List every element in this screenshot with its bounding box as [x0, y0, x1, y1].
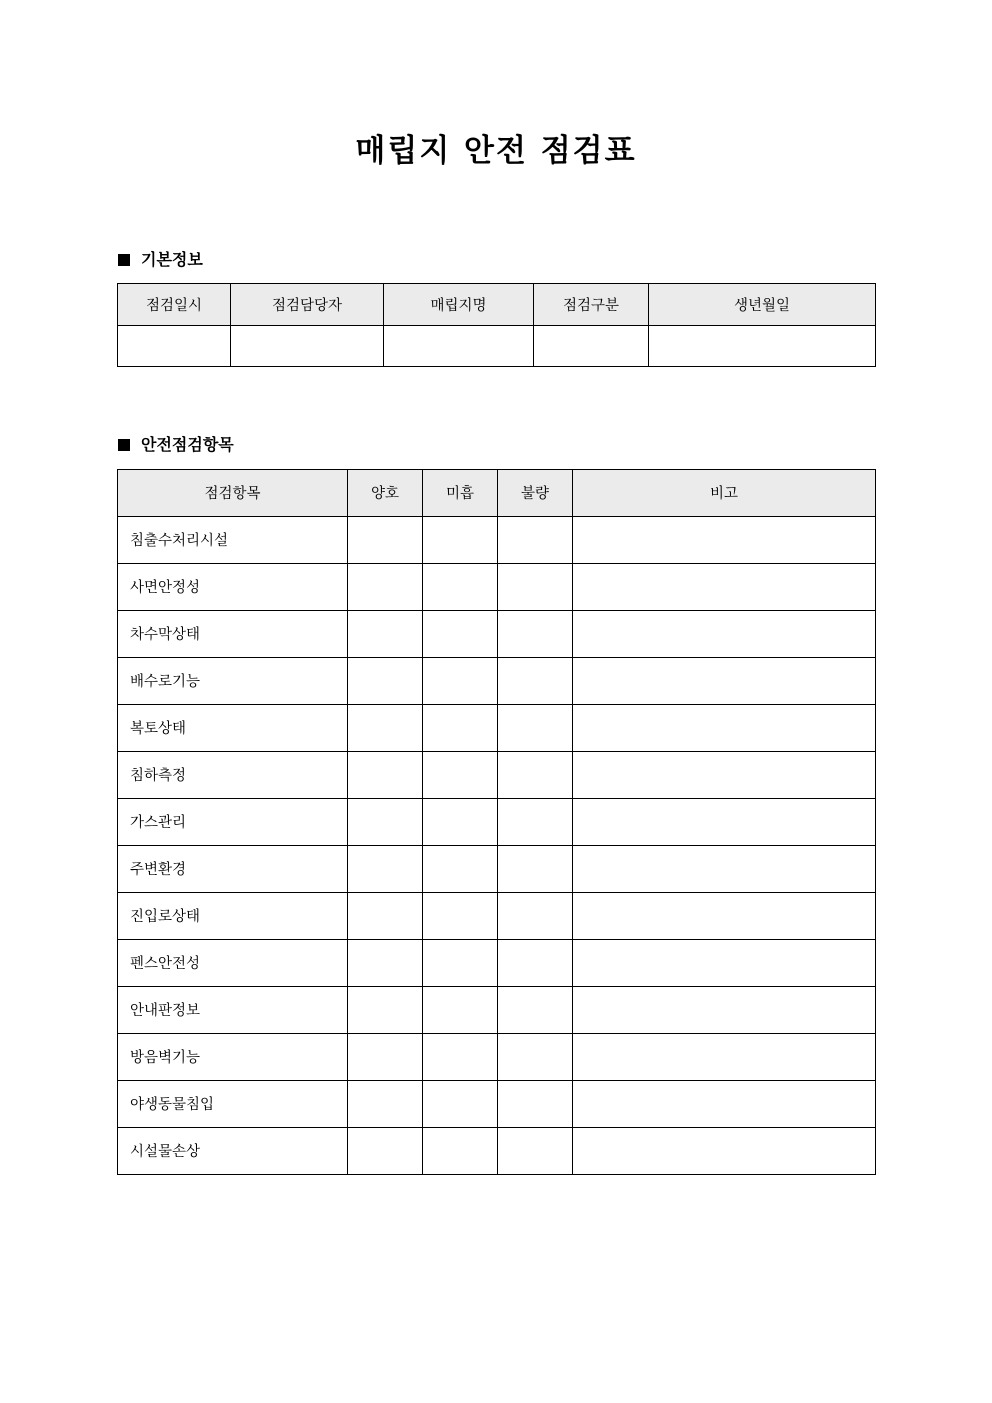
column-header-inspector: 점검담당자 [231, 283, 384, 325]
cell-rating-good[interactable] [348, 704, 423, 751]
cell-rating-poor[interactable] [498, 798, 573, 845]
cell-inspection-item: 방음벽기능 [118, 1033, 348, 1080]
filled-square-bullet-icon [118, 254, 130, 266]
page-title: 매립지 안전 점검표 [355, 133, 637, 169]
cell-note[interactable] [573, 986, 876, 1033]
cell-note[interactable] [573, 1080, 876, 1127]
cell-inspection-item: 시설물손상 [118, 1127, 348, 1174]
cell-rating-poor[interactable] [498, 892, 573, 939]
cell-rating-poor[interactable] [498, 986, 573, 1033]
cell-inspection-datetime[interactable] [118, 325, 231, 366]
table-row [118, 610, 876, 657]
cell-rating-poor[interactable] [498, 1127, 573, 1174]
cell-rating-fair[interactable] [423, 563, 498, 610]
cell-rating-fair[interactable] [423, 610, 498, 657]
cell-note[interactable] [573, 892, 876, 939]
cell-inspection-item: 주변환경 [118, 845, 348, 892]
column-header-poor: 불량 [498, 469, 573, 516]
cell-inspection-item: 진입로상태 [118, 892, 348, 939]
table-row [118, 325, 876, 366]
table-row [118, 704, 876, 751]
cell-rating-fair[interactable] [423, 845, 498, 892]
cell-inspection-item: 침출수처리시설 [118, 516, 348, 563]
cell-inspection-item: 배수로기능 [118, 657, 348, 704]
table-row [118, 845, 876, 892]
cell-rating-good[interactable] [348, 610, 423, 657]
table-header-row [118, 469, 876, 516]
cell-rating-good[interactable] [348, 986, 423, 1033]
cell-inspection-item: 펜스안전성 [118, 939, 348, 986]
table-row [118, 798, 876, 845]
column-header-birthdate: 생년월일 [649, 283, 876, 325]
cell-rating-poor[interactable] [498, 610, 573, 657]
cell-rating-good[interactable] [348, 845, 423, 892]
table-row [118, 1080, 876, 1127]
cell-rating-good[interactable] [348, 939, 423, 986]
cell-birthdate[interactable] [649, 325, 876, 366]
cell-inspection-item: 야생동물침입 [118, 1080, 348, 1127]
cell-note[interactable] [573, 610, 876, 657]
cell-rating-good[interactable] [348, 1127, 423, 1174]
inspection-items-table [117, 469, 876, 1175]
cell-note[interactable] [573, 1127, 876, 1174]
cell-note[interactable] [573, 563, 876, 610]
cell-rating-poor[interactable] [498, 751, 573, 798]
cell-rating-fair[interactable] [423, 798, 498, 845]
column-header-inspection-type: 점검구분 [534, 283, 649, 325]
cell-rating-good[interactable] [348, 657, 423, 704]
basic-info-table [117, 283, 876, 367]
column-header-landfill-name: 매립지명 [384, 283, 534, 325]
table-row [118, 563, 876, 610]
cell-rating-good[interactable] [348, 751, 423, 798]
cell-rating-fair[interactable] [423, 986, 498, 1033]
cell-rating-fair[interactable] [423, 704, 498, 751]
cell-rating-good[interactable] [348, 563, 423, 610]
cell-rating-fair[interactable] [423, 1033, 498, 1080]
cell-rating-good[interactable] [348, 1080, 423, 1127]
section-heading-inspection-items [118, 434, 992, 454]
cell-note[interactable] [573, 657, 876, 704]
cell-inspection-item: 가스관리 [118, 798, 348, 845]
cell-rating-fair[interactable] [423, 751, 498, 798]
cell-note[interactable] [573, 939, 876, 986]
cell-note[interactable] [573, 845, 876, 892]
cell-note[interactable] [573, 704, 876, 751]
cell-inspection-item: 침하측정 [118, 751, 348, 798]
section-heading-label: 안전점검항목 [141, 434, 234, 454]
cell-inspection-type[interactable] [534, 325, 649, 366]
cell-rating-poor[interactable] [498, 939, 573, 986]
cell-rating-poor[interactable] [498, 1080, 573, 1127]
cell-note[interactable] [573, 516, 876, 563]
cell-rating-good[interactable] [348, 516, 423, 563]
cell-rating-good[interactable] [348, 1033, 423, 1080]
inspection-items-body [118, 516, 876, 1174]
table-row [118, 516, 876, 563]
cell-note[interactable] [573, 751, 876, 798]
table-header-row [118, 283, 876, 325]
cell-rating-poor[interactable] [498, 1033, 573, 1080]
column-header-inspection-item: 점검항목 [118, 469, 348, 516]
cell-inspector[interactable] [231, 325, 384, 366]
cell-rating-poor[interactable] [498, 845, 573, 892]
cell-inspection-item: 복토상태 [118, 704, 348, 751]
column-header-inspection-datetime: 점검일시 [118, 283, 231, 325]
table-row [118, 1127, 876, 1174]
cell-inspection-item: 사면안정성 [118, 563, 348, 610]
table-row [118, 657, 876, 704]
table-row [118, 939, 876, 986]
cell-note[interactable] [573, 1033, 876, 1080]
cell-rating-poor[interactable] [498, 563, 573, 610]
table-row [118, 1033, 876, 1080]
table-row [118, 892, 876, 939]
cell-rating-poor[interactable] [498, 516, 573, 563]
cell-rating-fair[interactable] [423, 1127, 498, 1174]
cell-rating-good[interactable] [348, 798, 423, 845]
column-header-fair: 미흡 [423, 469, 498, 516]
column-header-note: 비고 [573, 469, 876, 516]
filled-square-bullet-icon [118, 439, 130, 451]
cell-note[interactable] [573, 798, 876, 845]
table-row [118, 986, 876, 1033]
cell-rating-fair[interactable] [423, 939, 498, 986]
cell-rating-fair[interactable] [423, 1080, 498, 1127]
cell-rating-poor[interactable] [498, 704, 573, 751]
table-row [118, 751, 876, 798]
section-heading-basic-info [118, 249, 992, 269]
cell-rating-fair[interactable] [423, 892, 498, 939]
section-heading-label: 기본정보 [141, 249, 203, 269]
cell-landfill-name[interactable] [384, 325, 534, 366]
cell-inspection-item: 차수막상태 [118, 610, 348, 657]
cell-rating-good[interactable] [348, 892, 423, 939]
cell-inspection-item: 안내판정보 [118, 986, 348, 1033]
cell-rating-poor[interactable] [498, 657, 573, 704]
cell-rating-fair[interactable] [423, 657, 498, 704]
cell-rating-fair[interactable] [423, 516, 498, 563]
column-header-good: 양호 [348, 469, 423, 516]
